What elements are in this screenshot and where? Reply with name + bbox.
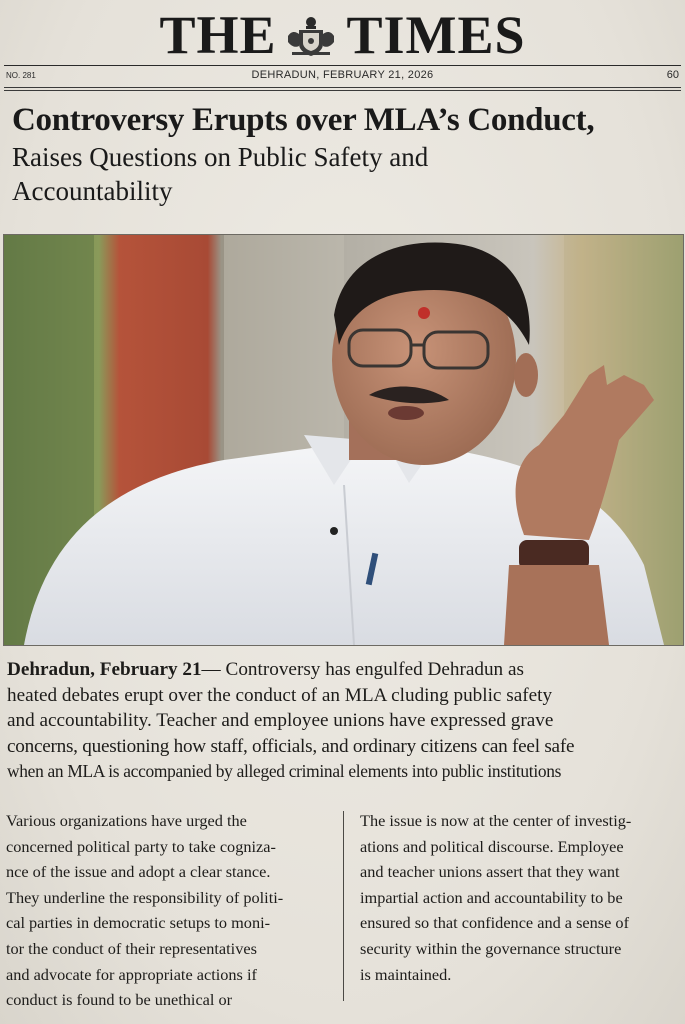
masthead-the: THE (159, 5, 277, 65)
lede-line (7, 657, 682, 683)
column-line: ations and political discourse. Employee (360, 836, 624, 856)
lede-line: and accountability. Teacher and employee unions have expressed grave (7, 710, 554, 731)
dateline (6, 68, 679, 84)
column-line: is maintained. (360, 964, 452, 984)
column-left (6, 808, 336, 1013)
column-line: conduct is found to be unethical or (6, 990, 233, 1010)
column-line: Various organizations have urged the (6, 811, 247, 830)
lede-line: heated debates erupt over the conduct of an MLA cluding public safety (7, 684, 553, 706)
column-line: impartial action and accountability to be (360, 887, 623, 907)
issue-number: NO. 281 (6, 71, 36, 80)
column-line: and teacher unions assert that they want (360, 862, 620, 882)
column-line: The issue is now at the center of investig- (360, 811, 632, 830)
headline-line-1: Controversy Erupts over MLA’s Conduct, (12, 102, 595, 138)
column-line: nce of the issue and adopt a clear stance. (6, 862, 271, 882)
lead-photo (3, 234, 684, 646)
column-line: tor the conduct of their representatives (6, 938, 257, 958)
lede-line: when an MLA is accompanied by alleged criminal elements into public institutions (7, 761, 562, 781)
dateline-rule-double (4, 90, 681, 91)
masthead (0, 6, 685, 64)
lede-dash: — (201, 659, 221, 680)
lead-photo-illustration (4, 235, 683, 645)
lede-line: concerns, questioning how staff, officials, and ordinary citizens can feel safe (7, 735, 575, 757)
column-line: cal parties in democratic setups to moni- (6, 913, 271, 933)
column-right (360, 808, 682, 987)
column-line: They underline the responsibility of politi- (6, 887, 284, 907)
masthead-rule (4, 65, 681, 66)
lede-text: Controversy has engulfed Dehradun as (220, 659, 524, 680)
column-line: security within the governance structure (360, 938, 622, 958)
place-date: DEHRADUN, FEBRUARY 21, 2026 (251, 69, 434, 81)
lede-dateline: Dehradun, February 21 (7, 659, 202, 680)
column-line: ensured so that confidence and a sense of (360, 913, 629, 933)
masthead-times: TIMES (346, 5, 526, 65)
headline-line-3: Accountability (12, 176, 173, 206)
column-divider (343, 811, 344, 1001)
royal-crest-icon (284, 12, 338, 58)
column-line: and advocate for appropriate actions if (6, 964, 257, 984)
dateline-rule (4, 87, 681, 88)
lede-paragraph (7, 657, 682, 785)
headline-line-2: Raises Questions on Public Safety and (12, 142, 429, 172)
column-line: concerned political party to take cogniza- (6, 836, 276, 856)
headline (12, 100, 677, 208)
page-number: 60 (666, 69, 679, 81)
